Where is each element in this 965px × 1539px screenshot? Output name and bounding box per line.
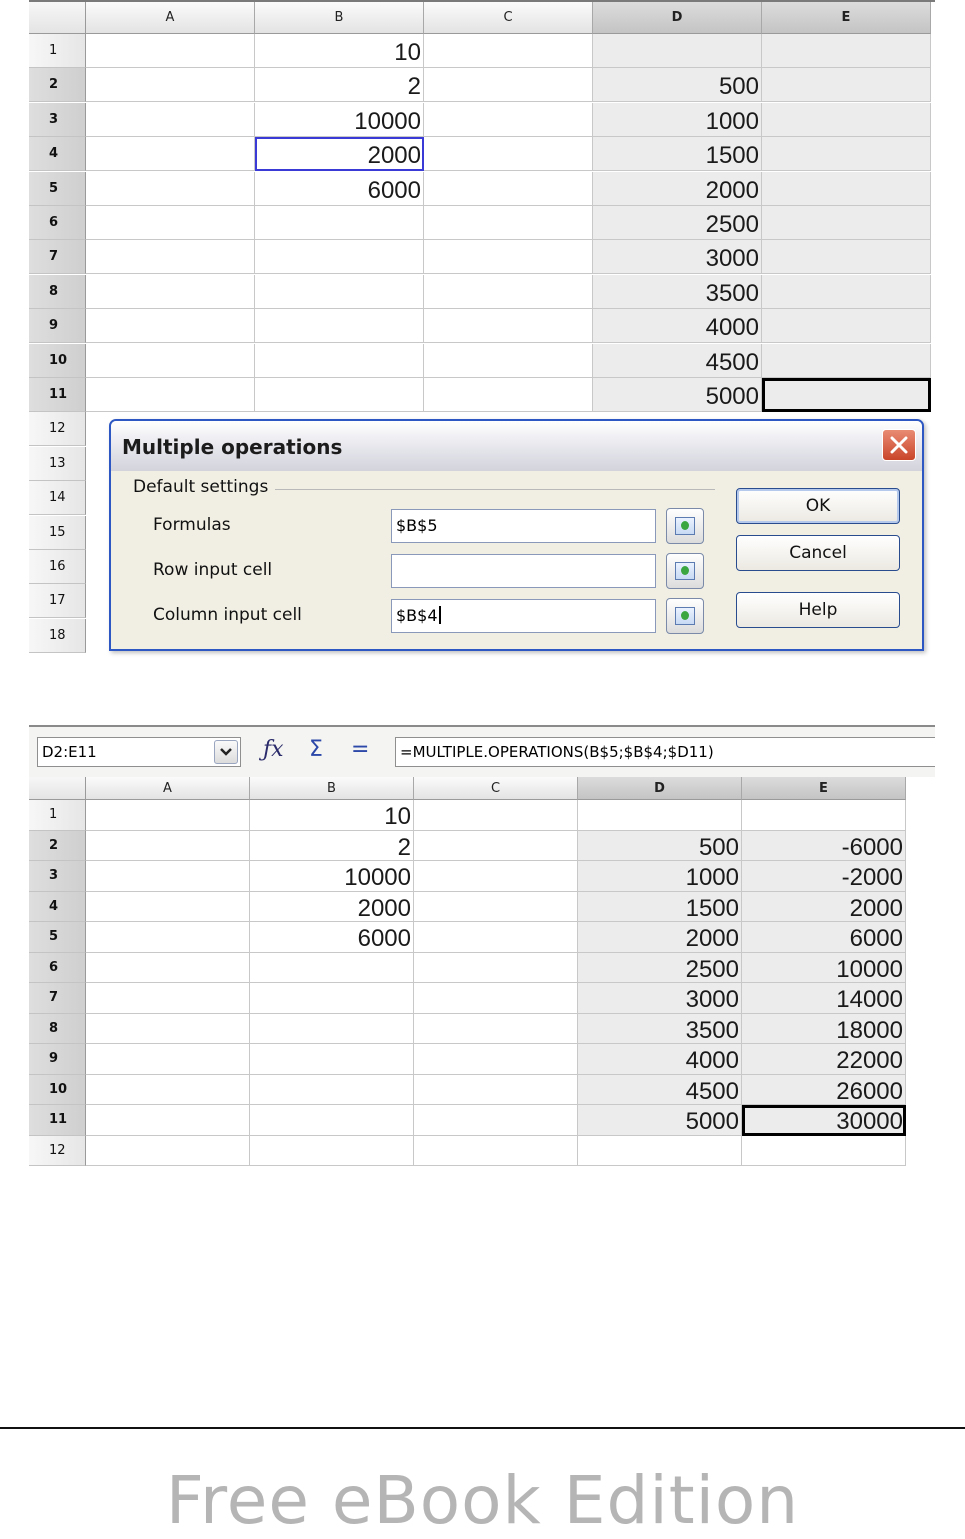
cell-e7[interactable] — [762, 240, 931, 274]
row-header[interactable]: 18 — [29, 619, 86, 653]
cell-e9[interactable]: 22000 — [742, 1044, 906, 1075]
cancel-button[interactable]: Cancel — [736, 535, 900, 571]
cell-a11[interactable] — [86, 1105, 250, 1136]
cell-a12[interactable] — [86, 1136, 250, 1167]
cell-c2[interactable] — [414, 831, 578, 862]
formula-value: =MULTIPLE.OPERATIONS(B$5;$B$4;$D11) — [400, 743, 714, 761]
cell-e10[interactable]: 26000 — [742, 1075, 906, 1106]
cell-e11[interactable] — [762, 378, 931, 412]
formulas-value: $B$5 — [396, 516, 438, 535]
cell-a6[interactable] — [86, 206, 255, 240]
row-header[interactable]: 2 — [29, 68, 86, 102]
row-header[interactable]: 12 — [29, 412, 86, 446]
group-divider — [275, 489, 715, 490]
row-header[interactable]: 5 — [29, 172, 86, 206]
cell-c1[interactable] — [424, 34, 593, 68]
cell-c5[interactable] — [424, 172, 593, 206]
cell-d10[interactable]: 4500 — [593, 344, 762, 378]
column-input-value: $B$4 — [396, 606, 438, 625]
cell-b9[interactable] — [250, 1044, 414, 1075]
text-caret — [439, 606, 441, 624]
cell-a8[interactable] — [86, 275, 255, 309]
formulas-label: Formulas — [153, 515, 231, 535]
cell-c12[interactable] — [414, 1136, 578, 1167]
row-header[interactable]: 8 — [29, 275, 86, 309]
formulas-input[interactable] — [391, 509, 656, 543]
cell-e7[interactable]: 14000 — [742, 983, 906, 1014]
row-header[interactable]: 9 — [29, 309, 86, 343]
cell-e1[interactable] — [762, 34, 931, 68]
page-divider — [0, 1427, 965, 1429]
cell-c3[interactable] — [424, 103, 593, 137]
cell-b9[interactable] — [255, 309, 424, 343]
select-all-corner[interactable] — [29, 777, 86, 800]
column-header-b[interactable]: B — [255, 2, 424, 34]
cell-b6[interactable] — [255, 206, 424, 240]
cell-c1[interactable] — [414, 800, 578, 831]
row-header[interactable]: 4 — [29, 892, 86, 923]
row-header[interactable]: 12 — [29, 1136, 86, 1167]
column-header-a[interactable]: A — [86, 777, 250, 800]
row-input-label: Row input cell — [153, 560, 273, 580]
cell-d3[interactable]: 1000 — [593, 103, 762, 137]
cell-d11[interactable]: 5000 — [578, 1105, 742, 1136]
cell-d9[interactable]: 4000 — [578, 1044, 742, 1075]
cell-d5[interactable]: 2000 — [593, 172, 762, 206]
cell-e3[interactable] — [762, 103, 931, 137]
cell-e2[interactable] — [762, 68, 931, 102]
row-header[interactable]: 15 — [29, 516, 86, 550]
select-all-corner[interactable] — [29, 2, 86, 34]
group-label: Default settings — [133, 477, 269, 497]
column-input-label: Column input cell — [153, 605, 302, 625]
name-box-value: D2:E11 — [42, 743, 97, 761]
cell-d10[interactable]: 4500 — [578, 1075, 742, 1106]
cell-c8[interactable] — [414, 1014, 578, 1045]
shrink-icon — [675, 517, 695, 535]
shrink-icon — [675, 607, 695, 625]
row-header[interactable]: 3 — [29, 103, 86, 137]
row-header[interactable]: 11 — [29, 1105, 86, 1136]
row-header[interactable]: 9 — [29, 1044, 86, 1075]
cell-b11[interactable] — [255, 378, 424, 412]
cell-b3[interactable]: 10000 — [250, 861, 414, 892]
cell-e2[interactable]: -6000 — [742, 831, 906, 862]
cell-d4[interactable]: 1500 — [578, 892, 742, 923]
cell-c11[interactable] — [424, 378, 593, 412]
cell-a9[interactable] — [86, 309, 255, 343]
cell-a6[interactable] — [86, 953, 250, 984]
cell-b6[interactable] — [250, 953, 414, 984]
cell-c9[interactable] — [424, 309, 593, 343]
cell-a3[interactable] — [86, 103, 255, 137]
row-header[interactable]: 5 — [29, 922, 86, 953]
cell-c10[interactable] — [424, 344, 593, 378]
cell-b8[interactable] — [250, 1014, 414, 1045]
cell-c11[interactable] — [414, 1105, 578, 1136]
row-header[interactable]: 17 — [29, 584, 86, 618]
cell-a10[interactable] — [86, 344, 255, 378]
cell-d6[interactable]: 2500 — [578, 953, 742, 984]
cell-d3[interactable]: 1000 — [578, 861, 742, 892]
ok-button[interactable]: OK — [736, 488, 900, 524]
cell-d7[interactable]: 3000 — [578, 983, 742, 1014]
column-header-d[interactable]: D — [593, 2, 762, 34]
column-input-shrink-button[interactable] — [666, 598, 704, 634]
column-header-d[interactable]: D — [578, 777, 742, 800]
row-header[interactable]: 14 — [29, 481, 86, 515]
cell-b7[interactable] — [255, 240, 424, 274]
formulas-shrink-button[interactable] — [666, 508, 704, 544]
cell-a3[interactable] — [86, 861, 250, 892]
cell-c10[interactable] — [414, 1075, 578, 1106]
cell-d5[interactable]: 2000 — [578, 922, 742, 953]
cell-a7[interactable] — [86, 983, 250, 1014]
cell-d1[interactable] — [593, 34, 762, 68]
cell-e10[interactable] — [762, 344, 931, 378]
column-input-field[interactable] — [391, 599, 656, 633]
cell-e6[interactable]: 10000 — [742, 953, 906, 984]
row-header[interactable]: 7 — [29, 240, 86, 274]
equals-icon[interactable]: = — [351, 737, 370, 762]
cell-d6[interactable]: 2500 — [593, 206, 762, 240]
column-header-e[interactable]: E — [742, 777, 906, 800]
cell-e8[interactable]: 18000 — [742, 1014, 906, 1045]
cell-a4[interactable] — [86, 892, 250, 923]
cell-e8[interactable] — [762, 275, 931, 309]
column-header-c[interactable]: C — [414, 777, 578, 800]
cell-e5[interactable]: 6000 — [742, 922, 906, 953]
row-header[interactable]: 2 — [29, 831, 86, 862]
cell-c4[interactable] — [424, 137, 593, 171]
cell-a1[interactable] — [86, 34, 255, 68]
cell-e12[interactable] — [742, 1136, 906, 1167]
cell-b2[interactable]: 2 — [255, 68, 424, 102]
close-icon[interactable] — [882, 429, 916, 461]
cell-a9[interactable] — [86, 1044, 250, 1075]
cell-c2[interactable] — [424, 68, 593, 102]
row-header[interactable]: 10 — [29, 344, 86, 378]
chevron-down-icon[interactable] — [214, 740, 238, 764]
cell-e4[interactable] — [762, 137, 931, 171]
row-header[interactable]: 6 — [29, 953, 86, 984]
cell-d11[interactable]: 5000 — [593, 378, 762, 412]
cell-a5[interactable] — [86, 172, 255, 206]
column-header-e[interactable]: E — [762, 2, 931, 34]
cell-b5[interactable]: 6000 — [255, 172, 424, 206]
cell-b11[interactable] — [250, 1105, 414, 1136]
formula-input[interactable] — [395, 737, 935, 767]
cell-a7[interactable] — [86, 240, 255, 274]
cell-d2[interactable]: 500 — [578, 831, 742, 862]
help-button[interactable]: Help — [736, 592, 900, 628]
cell-d8[interactable]: 3500 — [578, 1014, 742, 1045]
cell-b2[interactable]: 2 — [250, 831, 414, 862]
row-header[interactable]: 1 — [29, 800, 86, 831]
column-header-a[interactable]: A — [86, 2, 255, 34]
cell-b4[interactable]: 2000 — [255, 137, 424, 171]
dialog-title: Multiple operations — [122, 435, 343, 459]
cell-e6[interactable] — [762, 206, 931, 240]
cell-c3[interactable] — [414, 861, 578, 892]
cell-d1[interactable] — [578, 800, 742, 831]
multiple-operations-dialog — [109, 419, 924, 651]
cell-a2[interactable] — [86, 831, 250, 862]
cell-a2[interactable] — [86, 68, 255, 102]
sum-icon[interactable]: Σ — [309, 737, 323, 762]
cell-c8[interactable] — [424, 275, 593, 309]
cell-d7[interactable]: 3000 — [593, 240, 762, 274]
cell-c4[interactable] — [414, 892, 578, 923]
cell-a11[interactable] — [86, 378, 255, 412]
formula-toolbar — [29, 725, 935, 777]
row-header[interactable]: 16 — [29, 550, 86, 584]
row-header[interactable]: 13 — [29, 447, 86, 481]
cell-b12[interactable] — [250, 1136, 414, 1167]
row-header[interactable]: 10 — [29, 1075, 86, 1106]
cell-b1[interactable]: 10 — [250, 800, 414, 831]
cell-a10[interactable] — [86, 1075, 250, 1106]
cell-b4[interactable]: 2000 — [250, 892, 414, 923]
cell-c7[interactable] — [424, 240, 593, 274]
cell-c9[interactable] — [414, 1044, 578, 1075]
cell-c5[interactable] — [414, 922, 578, 953]
cell-d8[interactable]: 3500 — [593, 275, 762, 309]
column-header-b[interactable]: B — [250, 777, 414, 800]
dialog-title-bar[interactable] — [111, 421, 922, 471]
cell-b5[interactable]: 6000 — [250, 922, 414, 953]
bottom-spreadsheet-grid — [29, 777, 935, 1169]
row-header[interactable]: 7 — [29, 983, 86, 1014]
shrink-icon — [675, 562, 695, 580]
cell-a8[interactable] — [86, 1014, 250, 1045]
cell-d9[interactable]: 4000 — [593, 309, 762, 343]
cell-b10[interactable] — [250, 1075, 414, 1106]
watermark: Free eBook Edition — [165, 1462, 800, 1539]
cell-a5[interactable] — [86, 922, 250, 953]
cell-b3[interactable]: 10000 — [255, 103, 424, 137]
cell-e3[interactable]: -2000 — [742, 861, 906, 892]
cell-d2[interactable]: 500 — [593, 68, 762, 102]
row-header[interactable]: 8 — [29, 1014, 86, 1045]
cell-a4[interactable] — [86, 137, 255, 171]
cell-d4[interactable]: 1500 — [593, 137, 762, 171]
name-box[interactable] — [37, 737, 241, 767]
dialog-body — [111, 471, 922, 649]
cell-e5[interactable] — [762, 172, 931, 206]
row-header[interactable]: 11 — [29, 378, 86, 412]
cell-b10[interactable] — [255, 344, 424, 378]
cell-c6[interactable] — [424, 206, 593, 240]
row-header[interactable]: 1 — [29, 34, 86, 68]
cell-e11[interactable]: 30000 — [742, 1105, 906, 1136]
row-header[interactable]: 6 — [29, 206, 86, 240]
row-header[interactable]: 4 — [29, 137, 86, 171]
function-wizard-icon[interactable]: ƒx — [263, 737, 284, 762]
row-header[interactable]: 3 — [29, 861, 86, 892]
cell-b8[interactable] — [255, 275, 424, 309]
cell-e4[interactable]: 2000 — [742, 892, 906, 923]
cell-e1[interactable] — [742, 800, 906, 831]
cell-b1[interactable]: 10 — [255, 34, 424, 68]
column-header-c[interactable]: C — [424, 2, 593, 34]
cell-e9[interactable] — [762, 309, 931, 343]
row-input-field[interactable] — [391, 554, 656, 588]
row-input-shrink-button[interactable] — [666, 553, 704, 589]
cell-b7[interactable] — [250, 983, 414, 1014]
cell-a1[interactable] — [86, 800, 250, 831]
cell-c6[interactable] — [414, 953, 578, 984]
cell-d12[interactable] — [578, 1136, 742, 1167]
cell-c7[interactable] — [414, 983, 578, 1014]
